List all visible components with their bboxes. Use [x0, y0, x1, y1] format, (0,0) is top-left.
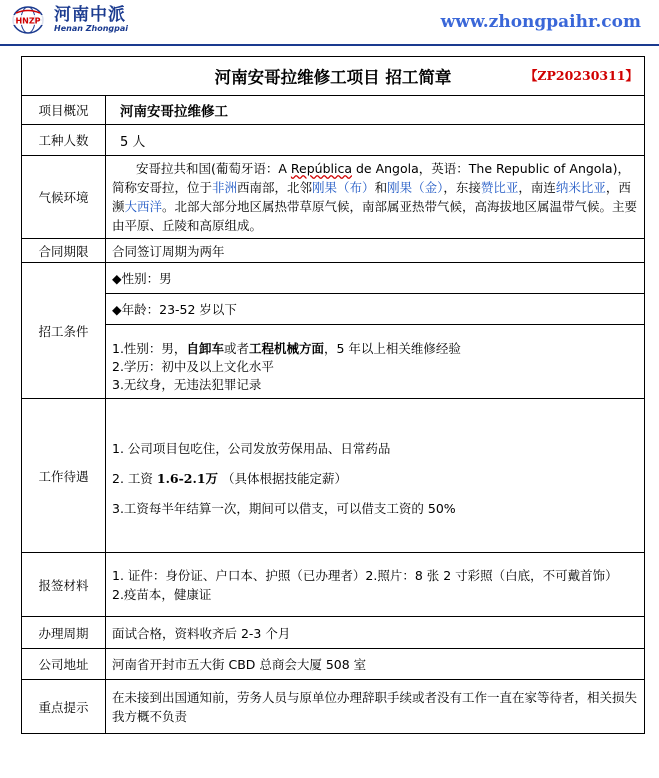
row-label: 工种人数	[22, 125, 106, 156]
link-congo-k[interactable]: 刚果（金）	[387, 180, 444, 195]
table-row	[22, 125, 645, 156]
table-row	[22, 294, 645, 325]
notice-value: 在未接到出国通知前，劳务人员与原单位办理辞职手续或者没有工作一直在家等待者，相关损失我方概不负责	[106, 680, 645, 734]
row-label: 气候环境	[22, 156, 106, 239]
company-logo	[8, 4, 128, 36]
row-label: 重点提示	[22, 680, 106, 734]
svg-text:HNZP: HNZP	[15, 16, 41, 26]
requirements-value: 1.性别：男，自卸车或者工程机械方面，5 年以上相关维修经验 2.学历：初中及以上文化水平 3.无纹身，无违法犯罪记录	[106, 325, 645, 399]
row-label: 工作待遇	[22, 399, 106, 553]
link-atlantic[interactable]: 大西洋	[124, 199, 163, 214]
link-namibia[interactable]: 纳米比亚	[555, 180, 606, 195]
row-label: 办理周期	[22, 617, 106, 649]
logo-name-cn: 河南中派	[54, 5, 126, 26]
table-row	[22, 96, 645, 125]
table-row	[22, 239, 645, 263]
gender-value: ◆性别：男	[106, 263, 645, 294]
table-row	[22, 680, 645, 734]
table-row	[22, 156, 645, 239]
benefits-value: 1. 公司项目包吃住，公司发放劳保用品、日常药品 2. 工资 1.6-2.1万 （具体根据技能定薪） 3.工资每半年结算一次，期间可以借支，可以借支工资的 50%	[106, 399, 645, 553]
globe-logo-icon	[8, 4, 48, 36]
contract-value: 合同签订周期为两年	[106, 239, 645, 263]
climate-value: 安哥拉共和国(葡萄牙语：A República de Angola，英语：The Republic of Angola)，简称安哥拉，位于非洲西南部，北邻刚果（布）和刚果（金），东接赞比亚，南连纳米比亚，西濒大西洋。北部大部分地区属热带草原气候，南部属亚热带气候，高海拔地区属温带气候。主要由平原、丘陵和高原组成。	[106, 156, 645, 239]
row-label: 报签材料	[22, 553, 106, 617]
row-label: 招工条件	[22, 263, 106, 399]
table-row	[22, 399, 645, 553]
logo-name-en: Henan Zhongpai	[54, 23, 128, 33]
website-link[interactable]: www.zhongpaihr.com	[440, 12, 641, 32]
row-label: 合同期限	[22, 239, 106, 263]
materials-value: 1. 证件：身份证、户口本、护照（已办理者）2.照片：8 张 2 寸彩照（白底，不可戴首饰） 2.疫苗本，健康证	[106, 553, 645, 617]
table-row	[22, 263, 645, 294]
link-zambia[interactable]: 赞比亚	[480, 180, 519, 195]
link-congo-b[interactable]: 刚果（布）	[312, 180, 375, 195]
overview-value: 河南安哥拉维修工	[106, 96, 645, 125]
row-label: 公司地址	[22, 649, 106, 680]
period-value: 面试合格，资料收齐后 2-3 个月	[106, 617, 645, 649]
page-header	[0, 0, 659, 48]
header-divider	[0, 44, 659, 46]
table-row	[22, 325, 645, 399]
link-africa[interactable]: 非洲	[212, 180, 238, 195]
address-value: 河南省开封市五大街 CBD 总商会大厦 508 室	[106, 649, 645, 680]
document-code: 【ZP20230311】	[524, 68, 638, 83]
table-row	[22, 553, 645, 617]
table-row	[22, 617, 645, 649]
title-row	[22, 57, 645, 96]
recruitment-table	[21, 56, 645, 734]
headcount-value: 5 人	[106, 125, 645, 156]
age-value: ◆年龄：23-52 岁以下	[106, 294, 645, 325]
row-label: 项目概况	[22, 96, 106, 125]
table-row	[22, 649, 645, 680]
document-title: 河南安哥拉维修工项目 招工简章	[214, 68, 452, 87]
